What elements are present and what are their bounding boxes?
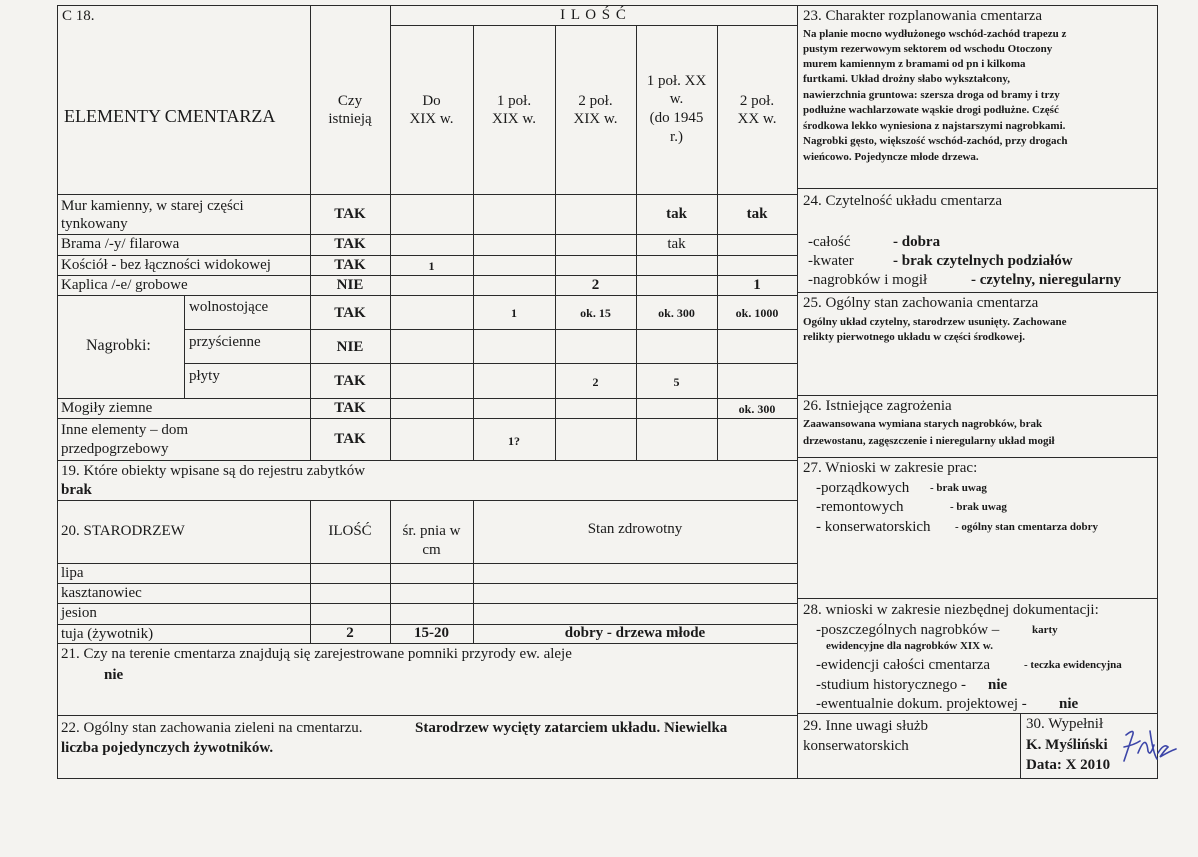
q23-text: Nagrobki gęsto, większość wschód-zachód, przy drogach (803, 135, 1068, 147)
row-kosciol-value: 1 (428, 259, 435, 273)
ilosc-underline (390, 25, 797, 26)
q23-text: podłużne wachlarzowate wąskie drogi podłużne. Część (803, 104, 1059, 116)
nagrobki-wolno-label: wolnostojące (189, 299, 269, 315)
tree-name: jesion (61, 605, 97, 621)
q21-label: 21. Czy na terenie cmentarza znajdują się zarejestrowane pomniki przyrody ew. aleje (61, 646, 572, 662)
elements-title: ELEMENTY CMENTARZA (64, 106, 276, 126)
q25-text: Ogólny układ czytelny, starodrzew usunięty. Zachowane (803, 316, 1067, 328)
nagrobki-wolno-value: ok. 15 (580, 306, 611, 320)
row-inne-exists: TAK (334, 431, 366, 447)
card-number: C 18. (62, 8, 95, 24)
border-bottom (57, 778, 1158, 779)
col-line (473, 25, 474, 460)
q28-value: nie (988, 677, 1008, 693)
col-line (717, 25, 718, 460)
col-2pol-xix: 2 poł. (578, 93, 613, 109)
czy-label: istnieją (328, 111, 372, 127)
row-mur-label: tynkowany (61, 216, 128, 232)
q24-item: -całość (808, 234, 851, 250)
row-line (57, 275, 797, 276)
q27-value: - brak uwag (950, 501, 1007, 513)
q20-diameter: śr. pnia w (402, 523, 461, 539)
q20-ilosc: ILOŚĆ (328, 523, 372, 539)
q25-text: relikty pierwotnego układu w części środkowej. (803, 331, 1026, 343)
row-mur-exists: TAK (334, 206, 366, 222)
tree-diameter: 15-20 (414, 625, 449, 641)
row-mur-label: Mur kamienny, w starej części (61, 198, 244, 214)
q23-text: Na planie mocno wydłużonego wschód-zachód trapezu z (803, 28, 1067, 40)
col-line (310, 500, 311, 643)
row-line (57, 255, 797, 256)
row-kosciol-label: Kościół - bez łączności widokowej (61, 257, 271, 273)
row-line (57, 643, 797, 644)
row-line (184, 329, 797, 330)
row-line (797, 598, 1157, 599)
q21-value: nie (104, 667, 124, 683)
nagrobki-wolno-value: ok. 300 (658, 306, 695, 320)
col-do-xix: XIX w. (409, 111, 454, 127)
q30-label: 30. Wypełnił (1026, 716, 1104, 732)
row-mogily-exists: TAK (334, 400, 366, 416)
row-line (797, 713, 1157, 714)
q27-item: -remontowych (816, 499, 904, 515)
q24-value: - czytelny, nieregularny (971, 272, 1122, 288)
q20-health: Stan zdrowotny (587, 521, 683, 537)
col-2pol-xx: 2 poł. (739, 93, 775, 109)
row-line (57, 460, 797, 461)
nagrobki-plyty-exists: TAK (334, 373, 366, 389)
nagrobki-wolno-value: 1 (511, 306, 517, 320)
row-line (57, 234, 797, 235)
q20-diameter: cm (422, 542, 441, 558)
row-line (57, 715, 797, 716)
q29-label: konserwatorskich (803, 738, 909, 754)
tree-qty: 2 (346, 625, 354, 641)
border-left (57, 5, 58, 778)
q27-item: - konserwatorskich (816, 519, 931, 535)
col-1pol-xx: w. (669, 91, 684, 107)
nagrobki-plyty-value: 5 (673, 375, 680, 389)
q28-label: 28. wnioski w zakresie niezbędnej dokumentacji: (803, 602, 1099, 618)
row-mur-value: tak (666, 206, 687, 222)
row-kaplica-label: Kaplica /-e/ grobowe (61, 277, 188, 293)
row-brama-value: tak (667, 236, 686, 252)
col-line (555, 25, 556, 460)
row-line (797, 457, 1157, 458)
border-right (1157, 5, 1158, 778)
q27-item: -porządkowych (816, 480, 910, 496)
q28-item: -poszczególnych nagrobków – (816, 622, 1000, 638)
q27-value: - brak uwag (930, 482, 987, 494)
q25-label: 25. Ogólny stan zachowania cmentarza (803, 295, 1039, 311)
nagrobki-plyty-value: 2 (592, 375, 599, 389)
q19-value: brak (61, 482, 92, 498)
row-line (57, 563, 797, 564)
q24-value: - brak czytelnych podziałów (893, 253, 1073, 269)
row-line (57, 398, 797, 399)
col-1pol-xx: (do 1945 (649, 110, 704, 126)
nagrobki-przysc-label: przyścienne (189, 334, 261, 350)
row-line (57, 295, 797, 296)
q24-item: -kwater (808, 253, 854, 269)
q20-label: 20. STARODRZEW (61, 523, 185, 539)
col-1pol-xx: r.) (670, 129, 683, 145)
tree-state: dobry - drzewa młode (564, 625, 706, 641)
col-1pol-xx: 1 poł. XX (646, 73, 707, 89)
q27-value: - ogólny stan cmentarza dobry (955, 521, 1098, 533)
q28-item: -studium historycznego - (816, 677, 966, 693)
col-line (1020, 713, 1021, 778)
row-kaplica-exists: NIE (336, 277, 364, 293)
q28-value: - teczka ewidencyjna (1024, 659, 1122, 671)
nagrobki-wolno-value: ok. 1000 (735, 306, 779, 320)
nagrobki-przysc-exists: NIE (336, 339, 364, 355)
row-inne-value: 1? (508, 434, 520, 448)
row-mogily-label: Mogiły ziemne (61, 400, 153, 416)
row-mur-value: tak (746, 206, 768, 222)
q29-label: 29. Inne uwagi służb (803, 718, 928, 734)
q23-text: pustym rezerwowym sektorem od wschodu Otoczony (803, 43, 1053, 55)
q28-value: ewidencyjne dla nagrobków XIX w. (826, 640, 993, 652)
column-divider (797, 5, 798, 778)
row-line (797, 188, 1157, 189)
czy-label: Czy (337, 93, 363, 109)
nagrobki-wolno-exists: TAK (334, 305, 366, 321)
row-mogily-value: ok. 300 (738, 402, 776, 416)
header-bottom (57, 194, 797, 195)
row-line (57, 500, 797, 501)
signature-image (1120, 723, 1180, 771)
row-kaplica-value: 2 (591, 277, 600, 293)
q28-value: nie (1059, 696, 1079, 712)
q24-value: - dobra (893, 234, 941, 250)
row-inne-label: przedpogrzebowy (61, 441, 169, 457)
q28-item: -ewidencji całości cmentarza (816, 657, 991, 673)
col-line (390, 5, 391, 460)
q28-item: -ewentualnie dokum. projektowej - (816, 696, 1027, 712)
col-1pol-xix: 1 poł. (496, 93, 532, 109)
row-kosciol-exists: TAK (334, 257, 366, 273)
q30-date: Data: X 2010 (1026, 757, 1111, 773)
row-line (57, 418, 797, 419)
q26-label: 26. Istniejące zagrożenia (803, 398, 952, 414)
q23-label: 23. Charakter rozplanowania cmentarza (803, 8, 1043, 24)
q23-text: furtkami. Układ drożny słabo wykształcony, (803, 73, 1010, 85)
q23-text: nawierzchnia gruntowa: szersza droga od bramy i trzy (803, 89, 1060, 101)
q26-text: drzewostanu, zagęszczenie i nieregularny układ mogił (803, 435, 1055, 447)
q28-value: karty (1032, 624, 1058, 636)
tree-name: kasztanowiec (61, 585, 142, 601)
col-line (184, 295, 185, 398)
col-line (310, 5, 311, 460)
col-2pol-xix: XIX w. (573, 111, 618, 127)
q24-label: 24. Czytelność układu cmentarza (803, 193, 1003, 209)
q23-text: wieńcowo. Pojedyncze młode drzewa. (803, 151, 979, 163)
q23-text: murem kamiennym z bramami od pn i kilkoma (803, 58, 1026, 70)
col-line (390, 500, 391, 643)
row-line (57, 603, 797, 604)
col-2pol-xx: XX w. (737, 111, 777, 127)
ilosc-header: I L O Ś Ć (560, 7, 627, 23)
row-line (797, 395, 1157, 396)
row-brama-label: Brama /-y/ filarowa (61, 236, 180, 252)
row-brama-exists: TAK (334, 236, 366, 252)
q19-label: 19. Które obiekty wpisane są do rejestru zabytków (61, 463, 366, 479)
nagrobki-label: Nagrobki: (86, 337, 151, 354)
q30-name: K. Myśliński (1026, 737, 1108, 753)
q22-value: Starodrzew wycięty zatarciem układu. Niewielka (415, 720, 728, 736)
q24-item: -nagrobków i mogił (808, 272, 928, 288)
row-line (57, 583, 797, 584)
nagrobki-plyty-label: płyty (189, 368, 220, 384)
row-inne-label: Inne elementy – dom (61, 422, 189, 438)
q22-label: 22. Ogólny stan zachowania zieleni na cmentarzu. (61, 720, 363, 736)
q26-text: Zaawansowana wymiana starych nagrobków, brak (803, 418, 1043, 430)
row-kaplica-value: 1 (753, 277, 761, 293)
border-top (57, 5, 1158, 6)
row-line (797, 292, 1157, 293)
q22-value: liczba pojedynczych żywotników. (61, 740, 274, 756)
q23-text: środkowa lekko wyniesiona z najstarszymi nagrobkami. (803, 120, 1066, 132)
row-line (184, 363, 797, 364)
tree-name: tuja (żywotnik) (61, 626, 154, 642)
q27-label: 27. Wnioski w zakresie prac: (803, 460, 978, 476)
col-do-xix: Do (422, 93, 441, 109)
tree-name: lipa (61, 565, 84, 581)
col-1pol-xix: XIX w. (491, 111, 537, 127)
